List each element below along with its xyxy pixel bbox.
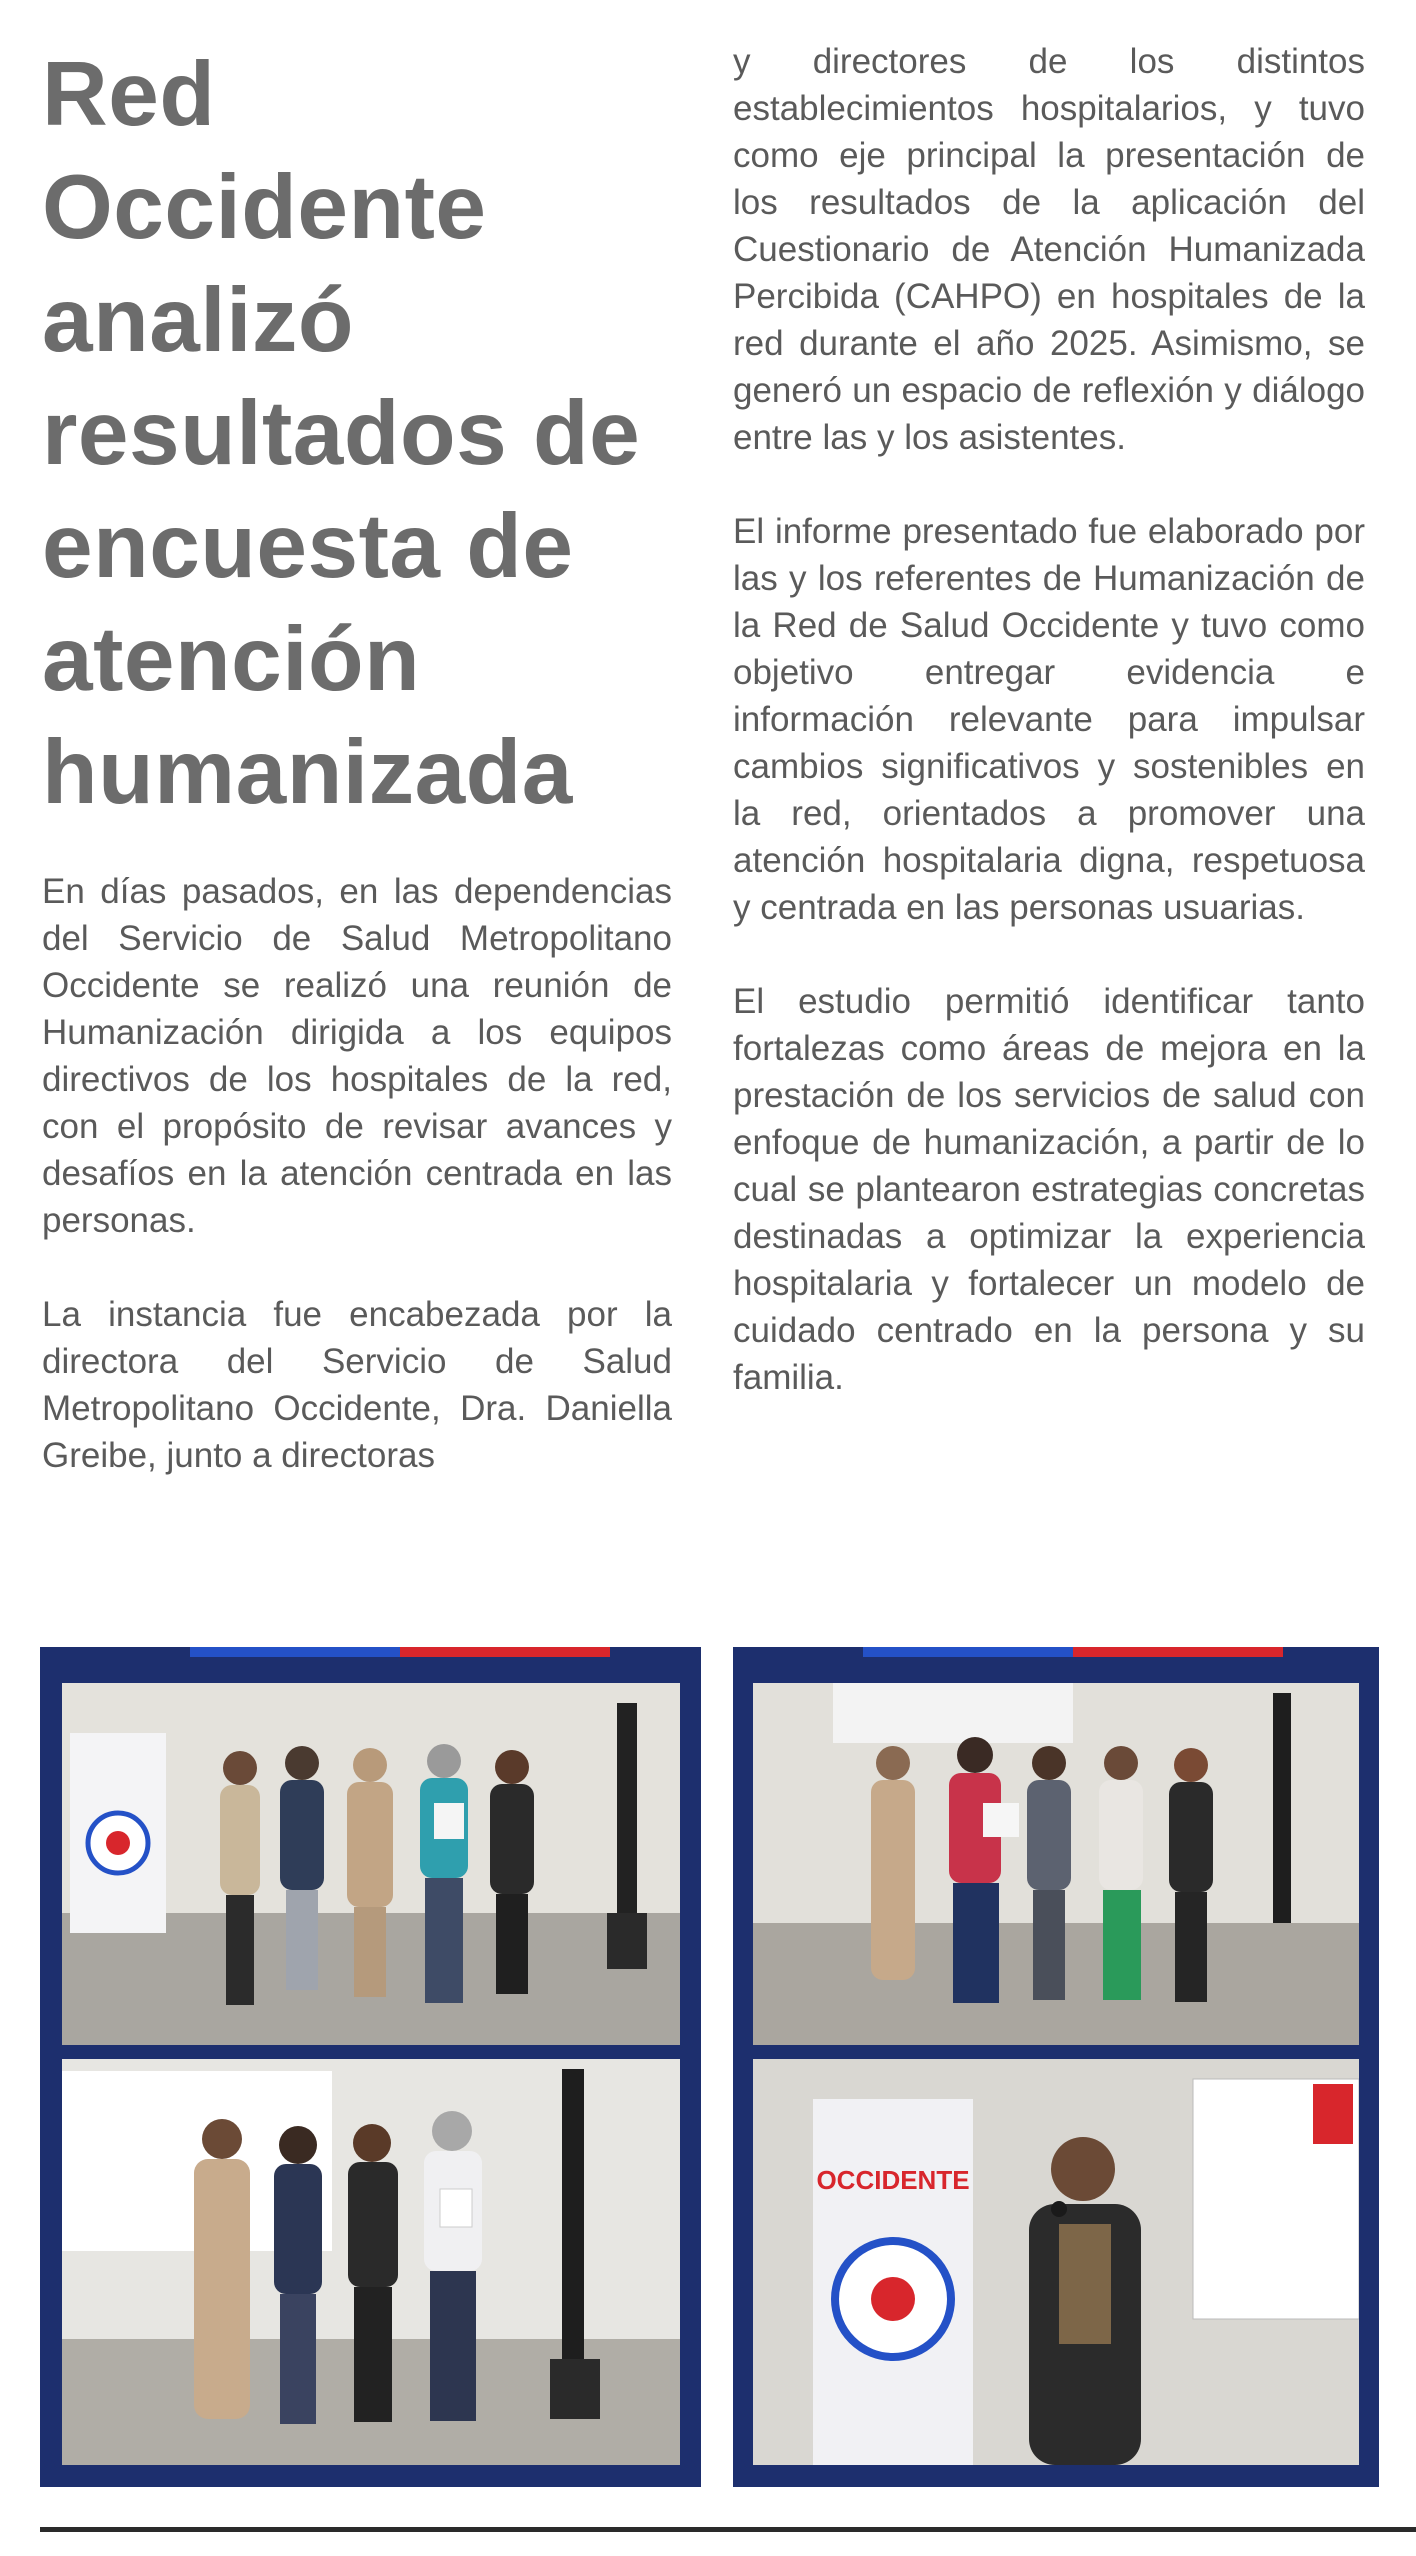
article-paragraph: En días pasados, en las dependencias del Servicio de Salud Metropolitano Occidente se realizó una reunión de Humanización dirigida a los equipos directivos de los hospitales de la red, con el propósito de revisar avances y desafíos en la atención centrada en las personas. [42,872,672,1240]
frame-stripe [1073,1647,1283,1657]
frame-stripe [190,1647,400,1657]
article-paragraph: El estudio permitió identificar tanto fortalezas como áreas de mejora en la prestación de los servicios de salud con enfoque de humanización, a partir de lo cual se plantearon estrategias concretas destinadas a optimizar la experiencia hospitalaria y fortalecer un modelo de cuidado centrado en la persona y su familia. [733,982,1365,1397]
article-paragraph: y directores de los distintos establecimientos hospitalarios, y tuvo como eje principal la presentación de los resultados de la aplicación del Cuestionario de Atención Humanizada Percibida (CAHPO) en hospitales de la red durante el año 2025. Asimismo, se generó un espacio de reflexión y diálogo entre las y los asistentes. [733,42,1365,457]
photo-collage-left [40,1647,701,2487]
frame-stripe [863,1647,1073,1657]
article-headline: Red Occidente analizó resultados de encuesta de atención humanizada [42,44,641,823]
banner-text: OCCIDENTE [816,2165,970,2195]
article-column-left [42,868,672,1526]
frame-stripe [400,1647,610,1657]
group-photo [62,1683,680,2045]
bottom-rule [40,2527,1416,2532]
speaker-photo [753,2059,1359,2465]
article-paragraph: La instancia fue encabezada por la directora del Servicio de Salud Metropolitano Occidente, Dra. Daniella Greibe, junto a directoras [42,1295,672,1475]
group-photo [62,2059,680,2465]
photo-collage-right [733,1647,1379,2487]
article-paragraph: El informe presentado fue elaborado por las y los referentes de Humanización de la Red de Salud Occidente y tuvo como objetivo entregar evidencia e información relevante para impulsar cambios significativos y sostenibles en la red, orientados a promover una atención hospitalaria digna, respetuosa y centrada en las personas usuarias. [733,512,1365,927]
article-column-right [733,38,1365,1448]
group-photo [753,1683,1359,2045]
